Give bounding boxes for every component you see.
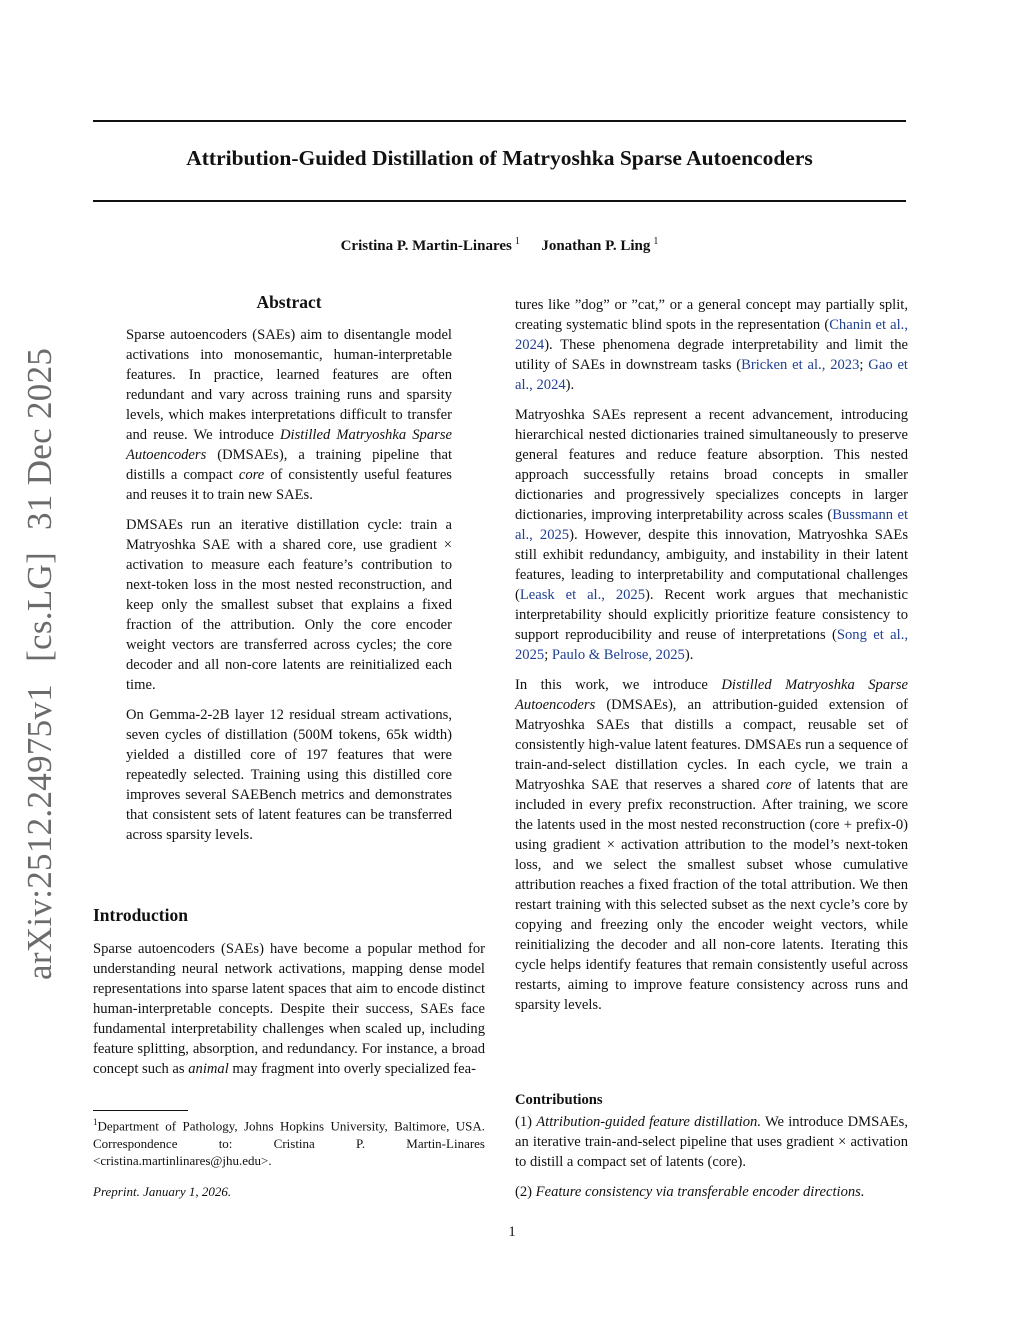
title-rule-top [93, 120, 906, 122]
paper-title: Attribution-Guided Distillation of Matryoshka Sparse Autoencoders [186, 146, 813, 170]
right-column [515, 295, 908, 1015]
citation-link[interactable]: Gao et al., 2024 [515, 357, 908, 393]
contribution-item: (2) Feature consistency via transferable encoder directions. [515, 1184, 865, 1200]
arxiv-id: arXiv:2512.24975v1 [20, 683, 59, 980]
body-paragraph: Matryoshka SAEs represent a recent advancement, introducing hierarchical nested dictionaries trained simultaneously to preserve general features and reduce feature absorption. This nested approach successfully retains broad concepts in smaller dictionaries and progressively specializes concepts in larger dictionaries, improving interpretability across scales (Bussmann et al., 2025). However, despite this innovation, Matryoshka SAEs still exhibit redundancy, ambiguity, and instability in their latent features, leading to interpretability and computational challenges (Leask et al., 2025). Recent work argues that mechanistic interpretability should explicitly prioritize feature consistency to support reproducibility and reuse of interpretations (Song et al., 2025; Paulo & Belrose, 2025). [515, 407, 909, 663]
contributions-list [515, 1112, 908, 1202]
introduction-section [93, 905, 485, 1079]
arxiv-stamp [20, 348, 60, 980]
contribution-item: (1) Attribution-guided feature distillation. We introduce DMSAEs, an iterative train-and-select pipeline that uses gradient × activation to distill a compact set of latents (core). [515, 1114, 908, 1170]
footnote-text: Department of Pathology, Johns Hopkins University, Baltimore, USA. Correspondence to: Cristina P. Martin-Linares <cristina.martinlinares@jhu.edu>. [93, 1118, 485, 1169]
contributions-heading: Contributions [515, 1092, 603, 1108]
author-list [93, 236, 906, 255]
body-paragraph: tures like ”dog” or ”cat,” or a general concept may partially split, creating systematic blind spots in the representation (Chanin et al., 2024). These phenomena degrade interpretability and limit the utility of SAEs in downstream tasks (Bricken et al., 2023; Gao et al., 2024). [515, 297, 908, 393]
author-name: Jonathan P. Ling [541, 238, 651, 254]
author-affiliation-mark: 1 [653, 236, 659, 247]
abstract-section [126, 292, 452, 845]
affiliation-footnote [93, 1114, 485, 1170]
body-paragraph: In this work, we introduce Distilled Matryoshka Sparse Autoencoders (DMSAEs), an attribution-guided extension of Matryoshka SAEs that distills a compact, reusable set of consistently high-value latent features. DMSAEs run a sequence of train-and-select distillation cycles. In each cycle, we train a Matryoshka SAE that reserves a shared core of latents that are included in every prefix reconstruction. After training, we score the latents used in the most nested reconstruction (core + prefix-0) using gradient × activation attribution to the model’s next-token loss, and we select the smallest subset whose cumulative attribution reaches a fixed fraction of the total attribution. We then restart training with this selected subset as the next cycle’s core by copying and freezing only the encoder weight vectors, while reinitializing the decoder and all non-core latents. Iterating this cycle helps identify features that remain consistently useful across restarts, aiming to improve feature consistency across runs and sparsity levels. [515, 677, 909, 1013]
preprint-notice: Preprint. January 1, 2026. [93, 1184, 232, 1199]
citation-link[interactable]: Paulo & Belrose, 2025 [551, 647, 685, 663]
footnote-rule [93, 1110, 188, 1111]
abstract-paragraph: On Gemma-2-2B layer 12 residual stream activations, seven cycles of distillation (500M tokens, 65k width) yielded a distilled core of 197 features that were repeatedly selected. Training using this distilled core improves several SAEBench metrics and demonstrates that consistent sets of latent features can be transferred across sparsity levels. [126, 707, 452, 843]
page-number: 1 [508, 1224, 516, 1240]
footnote-mark: 1 [93, 1117, 98, 1127]
abstract-heading: Abstract [256, 292, 322, 312]
citation-link[interactable]: Chanin et al., 2024 [515, 317, 908, 353]
introduction-paragraph: Sparse autoencoders (SAEs) have become a popular method for understanding neural network activations, mapping dense model representations into sparse latent spaces that aim to encode distinct human-interpretable concepts. Despite their success, SAEs face fundamental interpretability challenges when scaled up, including feature splitting, absorption, and redundancy. For instance, a broad concept such as animal may fragment into overly specialized fea- [93, 941, 485, 1077]
introduction-heading: Introduction [93, 905, 188, 925]
abstract-paragraph: Sparse autoencoders (SAEs) aim to disentangle model activations into monosemantic, human-interpretable features. In practice, learned features are often redundant and vary across training runs and sparsity levels, which makes interpretations difficult to transfer and reuse. We introduce Distilled Matryoshka Sparse Autoencoders (DMSAEs), a training pipeline that distills a compact core of consistently useful features and reuses it to train new SAEs. [126, 327, 452, 503]
citation-link[interactable]: Bussmann et al., 2025 [515, 507, 908, 543]
citation-link[interactable]: Song et al., 2025 [515, 627, 908, 663]
arxiv-category: [cs.LG] [20, 551, 59, 662]
title-rule-bottom [93, 200, 906, 202]
abstract-paragraph: DMSAEs run an iterative distillation cycle: train a Matryoshka SAE with a shared core, use gradient × activation to measure each feature’s contribution to next-token loss in the most nested reconstruction, and keep only the smallest subset that explains a fixed fraction of the attribution. Only the core encoder weight vectors are transferred across cycles; the core decoder and all non-core latents are reinitialized each time. [126, 517, 452, 693]
author-affiliation-mark: 1 [514, 236, 520, 247]
citation-link[interactable]: Leask et al., 2025 [519, 587, 646, 603]
citation-link[interactable]: Bricken et al., 2023 [741, 357, 860, 373]
arxiv-date: 31 Dec 2025 [20, 347, 59, 530]
author-name: Cristina P. Martin-Linares [340, 238, 512, 254]
